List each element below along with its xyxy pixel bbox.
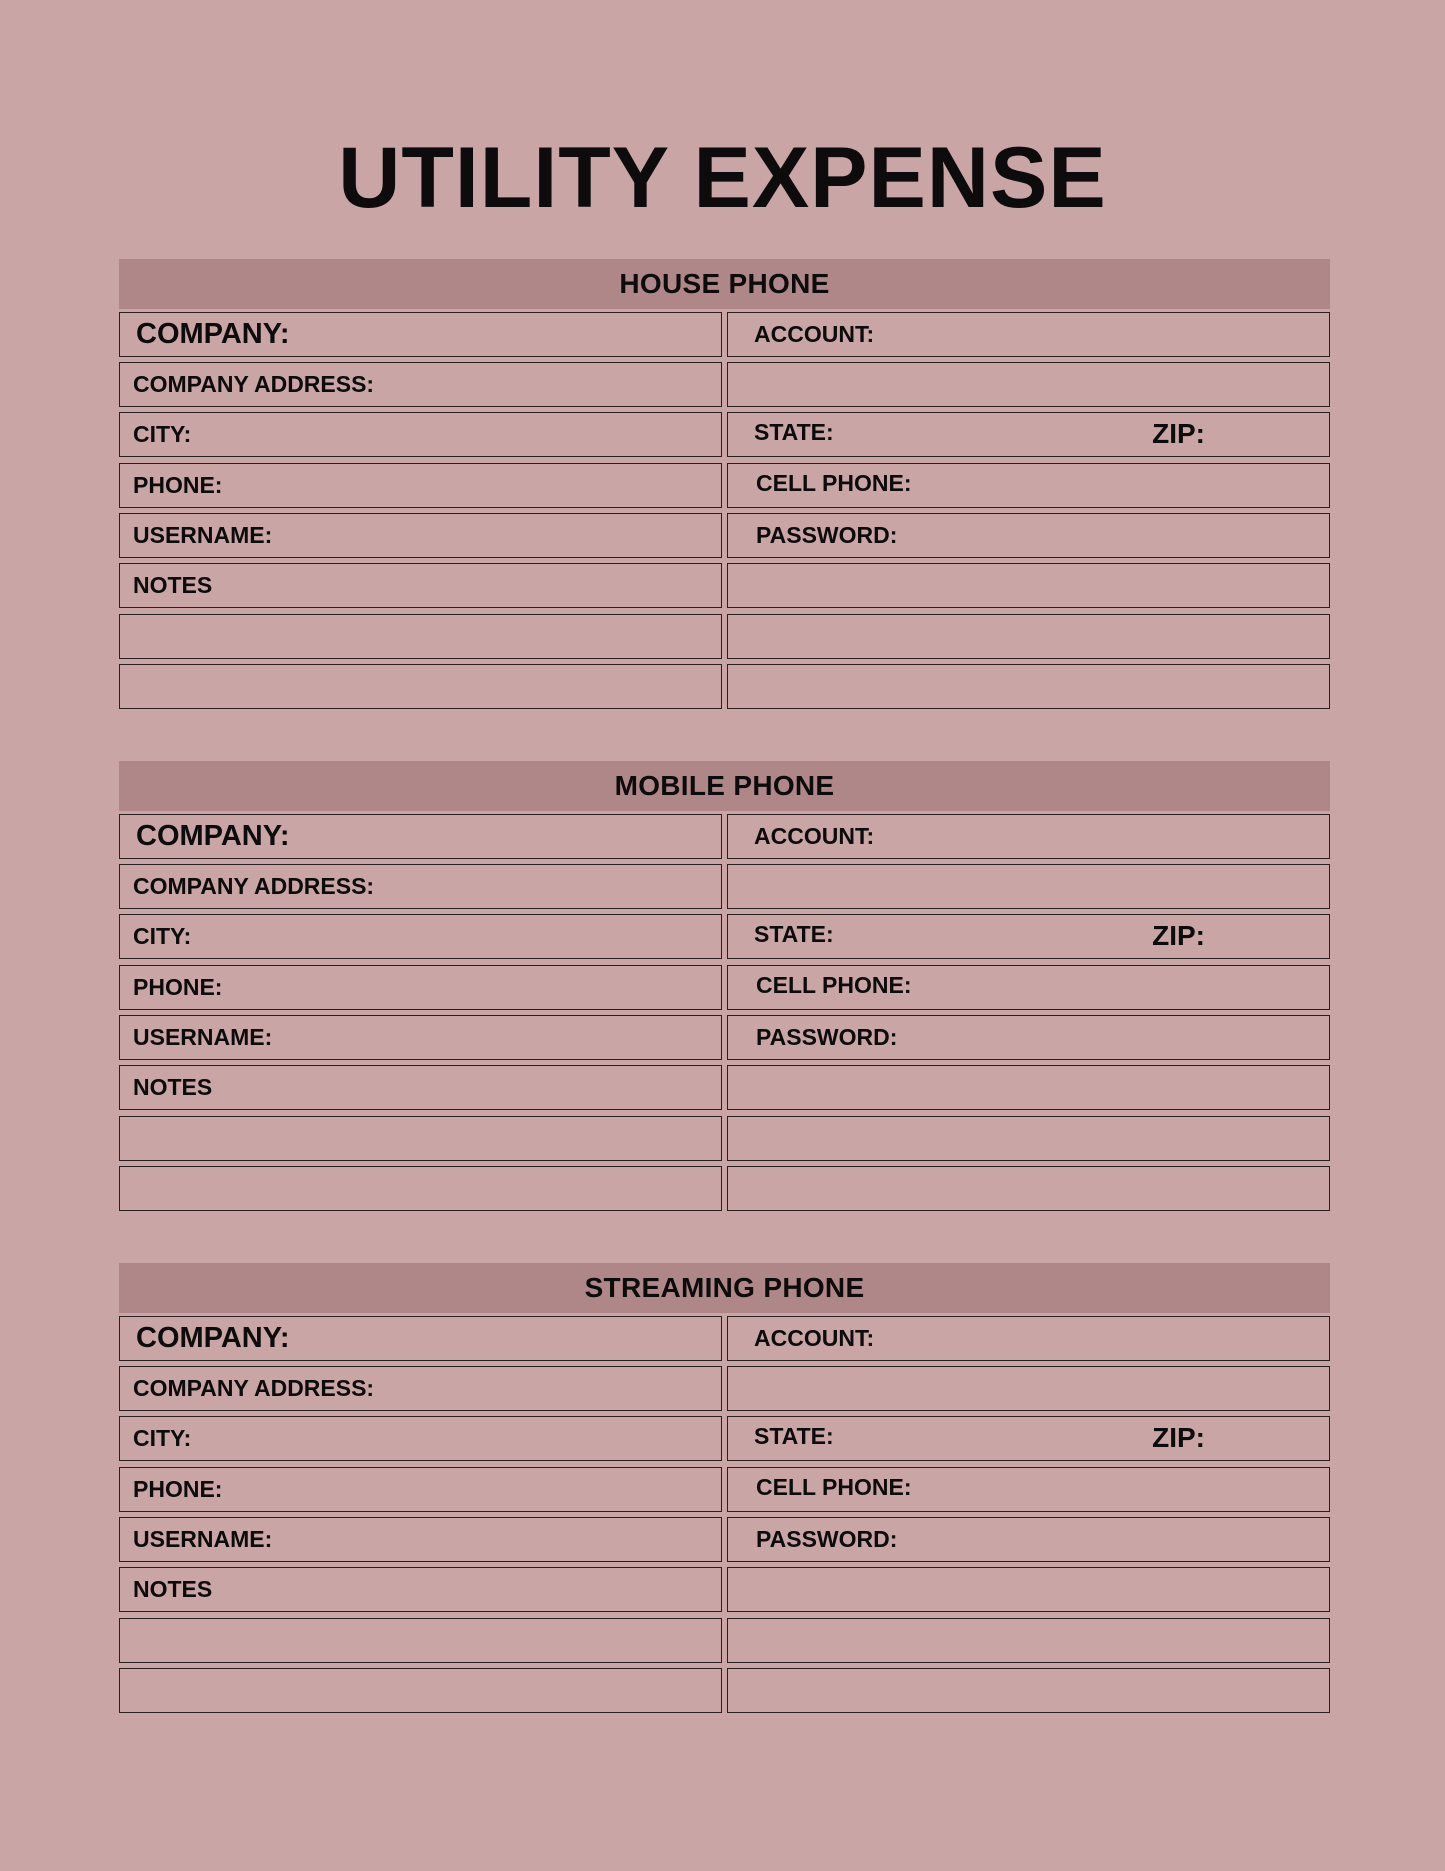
password-input[interactable]: [908, 518, 1323, 553]
notes-line-field[interactable]: [119, 1116, 722, 1161]
section-header: MOBILE PHONE: [119, 761, 1330, 811]
state-zip-field[interactable]: [727, 914, 1330, 959]
company-address-field[interactable]: [119, 1366, 722, 1411]
notes-label: NOTES: [133, 1576, 213, 1602]
notes-line-input[interactable]: [126, 1171, 715, 1206]
company-address-field[interactable]: [119, 362, 722, 407]
username-input[interactable]: [280, 1522, 715, 1557]
notes-line-field[interactable]: [727, 1166, 1330, 1211]
password-input[interactable]: [908, 1020, 1323, 1055]
zip-label: ZIP:: [1152, 1422, 1205, 1453]
account-label: ACCOUNT:: [754, 321, 875, 347]
username-field[interactable]: [119, 1015, 722, 1060]
city-input[interactable]: [200, 919, 715, 954]
page-title: UTILITY EXPENSE: [338, 130, 1107, 226]
phone-field[interactable]: [119, 1467, 722, 1512]
password-field[interactable]: [727, 513, 1330, 558]
password-field[interactable]: [727, 1015, 1330, 1060]
username-label: USERNAME:: [133, 522, 273, 548]
zip-input[interactable]: [1218, 417, 1323, 452]
notes-line-field[interactable]: [119, 1668, 722, 1713]
notes-line-input[interactable]: [734, 1121, 1323, 1156]
username-label: USERNAME:: [133, 1024, 273, 1050]
company-address-label: COMPANY ADDRESS:: [133, 1375, 375, 1401]
notes-input[interactable]: [210, 1070, 715, 1105]
company-address-field[interactable]: [119, 864, 722, 909]
notes-line-field[interactable]: [727, 1668, 1330, 1713]
cell-phone-field[interactable]: [727, 463, 1330, 508]
city-label: CITY:: [133, 923, 192, 949]
notes-line-input[interactable]: [734, 619, 1323, 654]
password-label: PASSWORD:: [756, 522, 898, 548]
notes-line-input[interactable]: [734, 1171, 1323, 1206]
company-address-continued-input[interactable]: [734, 869, 1323, 904]
account-input[interactable]: [888, 819, 1323, 854]
company-address-input[interactable]: [380, 367, 715, 402]
notes-line-field[interactable]: [727, 1567, 1330, 1612]
account-input[interactable]: [888, 317, 1323, 352]
phone-field[interactable]: [119, 463, 722, 508]
state-label: STATE:: [754, 1423, 834, 1449]
notes-line-input[interactable]: [126, 619, 715, 654]
notes-input[interactable]: [210, 568, 715, 603]
account-label: ACCOUNT:: [754, 1325, 875, 1351]
cell-phone-field[interactable]: [727, 965, 1330, 1010]
company-label: COMPANY:: [136, 820, 290, 852]
notes-line-field[interactable]: [119, 1166, 722, 1211]
account-input[interactable]: [888, 1321, 1323, 1356]
notes-field[interactable]: [119, 563, 722, 608]
state-label: STATE:: [754, 921, 834, 947]
company-input[interactable]: [290, 317, 715, 352]
phone-field[interactable]: [119, 965, 722, 1010]
notes-line-input[interactable]: [126, 1121, 715, 1156]
notes-line-field[interactable]: [727, 664, 1330, 709]
phone-input[interactable]: [230, 1472, 715, 1507]
company-input[interactable]: [290, 1321, 715, 1356]
notes-label: NOTES: [133, 1074, 213, 1100]
notes-line-field[interactable]: [119, 664, 722, 709]
state-input[interactable]: [848, 417, 1129, 452]
state-zip-field[interactable]: [727, 412, 1330, 457]
state-zip-field[interactable]: [727, 1416, 1330, 1461]
cell-phone-input[interactable]: [918, 970, 1323, 1005]
phone-label: PHONE:: [133, 974, 223, 1000]
company-label: COMPANY:: [136, 1322, 290, 1354]
notes-line-input[interactable]: [734, 1070, 1323, 1105]
company-field[interactable]: [119, 814, 722, 859]
account-field[interactable]: [727, 1316, 1330, 1361]
company-address-input[interactable]: [380, 869, 715, 904]
company-address-input[interactable]: [380, 1371, 715, 1406]
company-label: COMPANY:: [136, 318, 290, 350]
company-address-continued-input[interactable]: [734, 1371, 1323, 1406]
notes-line-field[interactable]: [119, 1618, 722, 1663]
phone-input[interactable]: [230, 468, 715, 503]
notes-line-field[interactable]: [727, 563, 1330, 608]
city-field[interactable]: [119, 914, 722, 959]
notes-line-field[interactable]: [727, 1116, 1330, 1161]
notes-line-input[interactable]: [734, 568, 1323, 603]
state-label: STATE:: [754, 419, 834, 445]
zip-input[interactable]: [1218, 919, 1323, 954]
notes-line-input[interactable]: [734, 1623, 1323, 1658]
username-input[interactable]: [280, 518, 715, 553]
notes-label: NOTES: [133, 572, 213, 598]
notes-field[interactable]: [119, 1567, 722, 1612]
cell-phone-input[interactable]: [918, 1472, 1323, 1507]
state-input[interactable]: [848, 1421, 1129, 1456]
notes-line-input[interactable]: [734, 669, 1323, 704]
notes-line-input[interactable]: [126, 669, 715, 704]
notes-line-field[interactable]: [727, 614, 1330, 659]
city-field[interactable]: [119, 412, 722, 457]
notes-line-input[interactable]: [126, 1623, 715, 1658]
city-label: CITY:: [133, 1425, 192, 1451]
account-label: ACCOUNT:: [754, 823, 875, 849]
section-header: STREAMING PHONE: [119, 1263, 1330, 1313]
password-input[interactable]: [908, 1522, 1323, 1557]
password-field[interactable]: [727, 1517, 1330, 1562]
cell-phone-label: CELL PHONE:: [756, 1474, 912, 1500]
username-field[interactable]: [119, 513, 722, 558]
password-label: PASSWORD:: [756, 1526, 898, 1552]
notes-line-input[interactable]: [126, 1673, 715, 1708]
company-address-continued-field[interactable]: [727, 362, 1330, 407]
state-input[interactable]: [848, 919, 1129, 954]
city-input[interactable]: [200, 417, 715, 452]
username-field[interactable]: [119, 1517, 722, 1562]
cell-phone-input[interactable]: [918, 468, 1323, 503]
notes-line-field[interactable]: [119, 614, 722, 659]
city-field[interactable]: [119, 1416, 722, 1461]
username-label: USERNAME:: [133, 1526, 273, 1552]
company-address-label: COMPANY ADDRESS:: [133, 873, 375, 899]
username-input[interactable]: [280, 1020, 715, 1055]
company-field[interactable]: [119, 312, 722, 357]
city-label: CITY:: [133, 421, 192, 447]
notes-input[interactable]: [210, 1572, 715, 1607]
company-input[interactable]: [290, 819, 715, 854]
company-address-continued-input[interactable]: [734, 367, 1323, 402]
company-address-continued-field[interactable]: [727, 864, 1330, 909]
cell-phone-field[interactable]: [727, 1467, 1330, 1512]
zip-label: ZIP:: [1152, 418, 1205, 449]
phone-input[interactable]: [230, 970, 715, 1005]
notes-line-field[interactable]: [727, 1065, 1330, 1110]
account-field[interactable]: [727, 814, 1330, 859]
cell-phone-label: CELL PHONE:: [756, 972, 912, 998]
cell-phone-label: CELL PHONE:: [756, 470, 912, 496]
phone-label: PHONE:: [133, 472, 223, 498]
city-input[interactable]: [200, 1421, 715, 1456]
notes-line-input[interactable]: [734, 1673, 1323, 1708]
company-field[interactable]: [119, 1316, 722, 1361]
account-field[interactable]: [727, 312, 1330, 357]
password-label: PASSWORD:: [756, 1024, 898, 1050]
notes-line-field[interactable]: [727, 1618, 1330, 1663]
zip-label: ZIP:: [1152, 920, 1205, 951]
section-header: HOUSE PHONE: [119, 259, 1330, 309]
notes-field[interactable]: [119, 1065, 722, 1110]
notes-line-input[interactable]: [734, 1572, 1323, 1607]
company-address-continued-field[interactable]: [727, 1366, 1330, 1411]
company-address-label: COMPANY ADDRESS:: [133, 371, 375, 397]
zip-input[interactable]: [1218, 1421, 1323, 1456]
phone-label: PHONE:: [133, 1476, 223, 1502]
